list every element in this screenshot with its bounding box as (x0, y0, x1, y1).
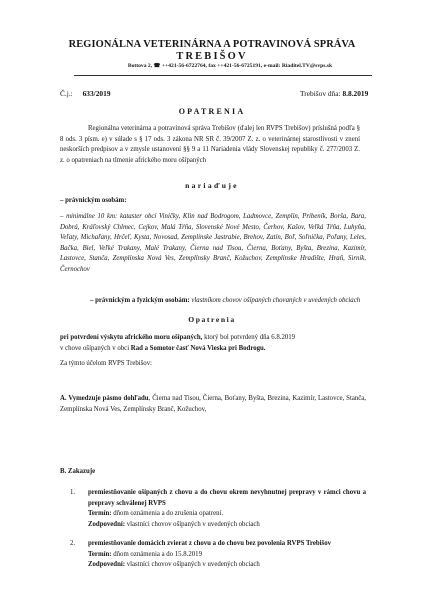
header-divider (74, 75, 372, 76)
responsible-value: vlastníci chovov ošípaných v uvedených obciach (125, 561, 260, 569)
intro-paragraph: Regionálna veterinárna a potravinová správa Trebišov (ďalej len RVPS Trebišov) príslušná podľa § 8 ods. 3 písm. e) v súlade s § 17 ods. 3 zákona NR SR č. 39/2007 Z. z. o veterinárnej starostlivosti v znení neskorších predpisov a v zmysle ustanovení §§ 9 a 11 Nariadenia vlády Slovenskej republiky č. 277/2003 Z. z. o opatreniach na tlmenie afrického moru ošípaných (60, 125, 360, 164)
date-value: 8.8.2019 (342, 89, 369, 98)
responsible-label: Zodpovední: (88, 520, 126, 528)
measures-heading: Opatrenia (188, 315, 236, 324)
term-label: Termín: (88, 550, 112, 558)
reference-value: 633/2019 (82, 89, 111, 98)
responsible-value: vlastníci chovov ošípaných v uvedených obciach (125, 520, 260, 528)
term-value: dňom oznámenia a do zrušenia opatrení. (111, 510, 224, 518)
section-a-text: , Čierna nad Tisou, Čierna, Boťany, Byšta, Brezina, Kazimír, Lastovce, Stanča, Zemplínska Nová Ves, Zemplínsky Branč, Kožuchov, (60, 395, 366, 413)
natural-persons-block (60, 296, 366, 307)
term-label: Termín: (88, 510, 112, 518)
org-name-line1: REGIONÁLNA VETERINÁRNA A POTRAVINOVÁ SPRÁVA (68, 39, 356, 50)
outbreak-location-prefix: v chove ošípaných v obci (60, 344, 131, 352)
contact-line: Bottova 2, ☎ ++421-56-6722764, fax ++421-56-6725191, e-mail: Riaditel.TV@svps.sk (127, 63, 333, 69)
ban-item-1 (60, 488, 366, 530)
natural-persons-label: – právnickým a fyzickým osobám: (90, 297, 190, 304)
org-name-line2: TREBIŠOV (176, 51, 248, 62)
orders-heading: nariaďuje (185, 181, 239, 190)
purpose-line: Za týmto účelom RVPS Trebišov: (60, 360, 152, 368)
ban-item-number: 2. (70, 540, 76, 547)
ban-item-title: premiestňovanie ošípaných z chovu a do chovu okrem nevyhnutnej prepravy v rámci chovu a prepravy schválenej RVPS (88, 489, 366, 507)
legal-persons-label: – právnickým osobám: (60, 197, 127, 204)
natural-persons-text: vlastníkom chovov ošípaných chovaných v uvedených obciach (191, 297, 361, 304)
reference-number (60, 89, 111, 98)
reference-label: Č.j.: (60, 89, 73, 98)
affected-towns-list: – minimálne 10 km: kataster obcí Viničky, Klin nad Bodrogom, Ladmovce, Zemplín, Pribeník, Borša, Bara, Dobrá, Kráľovský Chlmec, Cejkov, Malá Tŕňa, Slovenské Nové Mesto, Čerhov, Kašov, Veľká Tŕňa, Luhyňa, Veľaty, Michaľany, Hrčeľ, Kysta, Novosad, Zemplínske Jastrabie, Brehov, Zatín, Boľ, Soľnička, Poľany, Leles, Bačka, Biel, Veľké Trakany, Malé Trakany, Čierna nad Tisou, Čierna, Boťany, Byšta, Brezina, Kazimír, Lastovce, Stanča, Zemplínska Nová Ves, Zemplínsky Branč, Kožuchov, Zemplínske Hradište, Hraň, Sirník, Černochov (60, 213, 366, 273)
document-title: OPATRENIA (178, 107, 246, 116)
responsible-label: Zodpovední: (88, 561, 126, 569)
ban-item-title: premiestňovanie domácich zvierat z chovu a do chovu bez povolenia RVPS Trebišov (88, 540, 331, 547)
ban-item-2 (60, 539, 366, 571)
outbreak-location: Rad a Somotor časť Nová Vieska pri Bodrogu. (130, 344, 266, 352)
outbreak-date-text: ktorý bol potvrdený dňa 6.8.2019 (202, 334, 296, 341)
ban-item-number: 1. (70, 489, 76, 496)
outbreak-confirmation: pri potvrdení výskytu afrického moru ošípaných, (60, 334, 203, 341)
date-label: Trebišov dňa: (300, 89, 341, 98)
section-a-heading: A. Vymedzuje pásmo dohľadu (60, 395, 149, 402)
outbreak-paragraph (60, 333, 366, 370)
document-date (300, 89, 368, 98)
section-b-heading: B. Zakazuje (60, 468, 96, 475)
section-a (60, 394, 366, 415)
term-value: dňom oznámenia a do 15.8.2019 (111, 550, 202, 558)
